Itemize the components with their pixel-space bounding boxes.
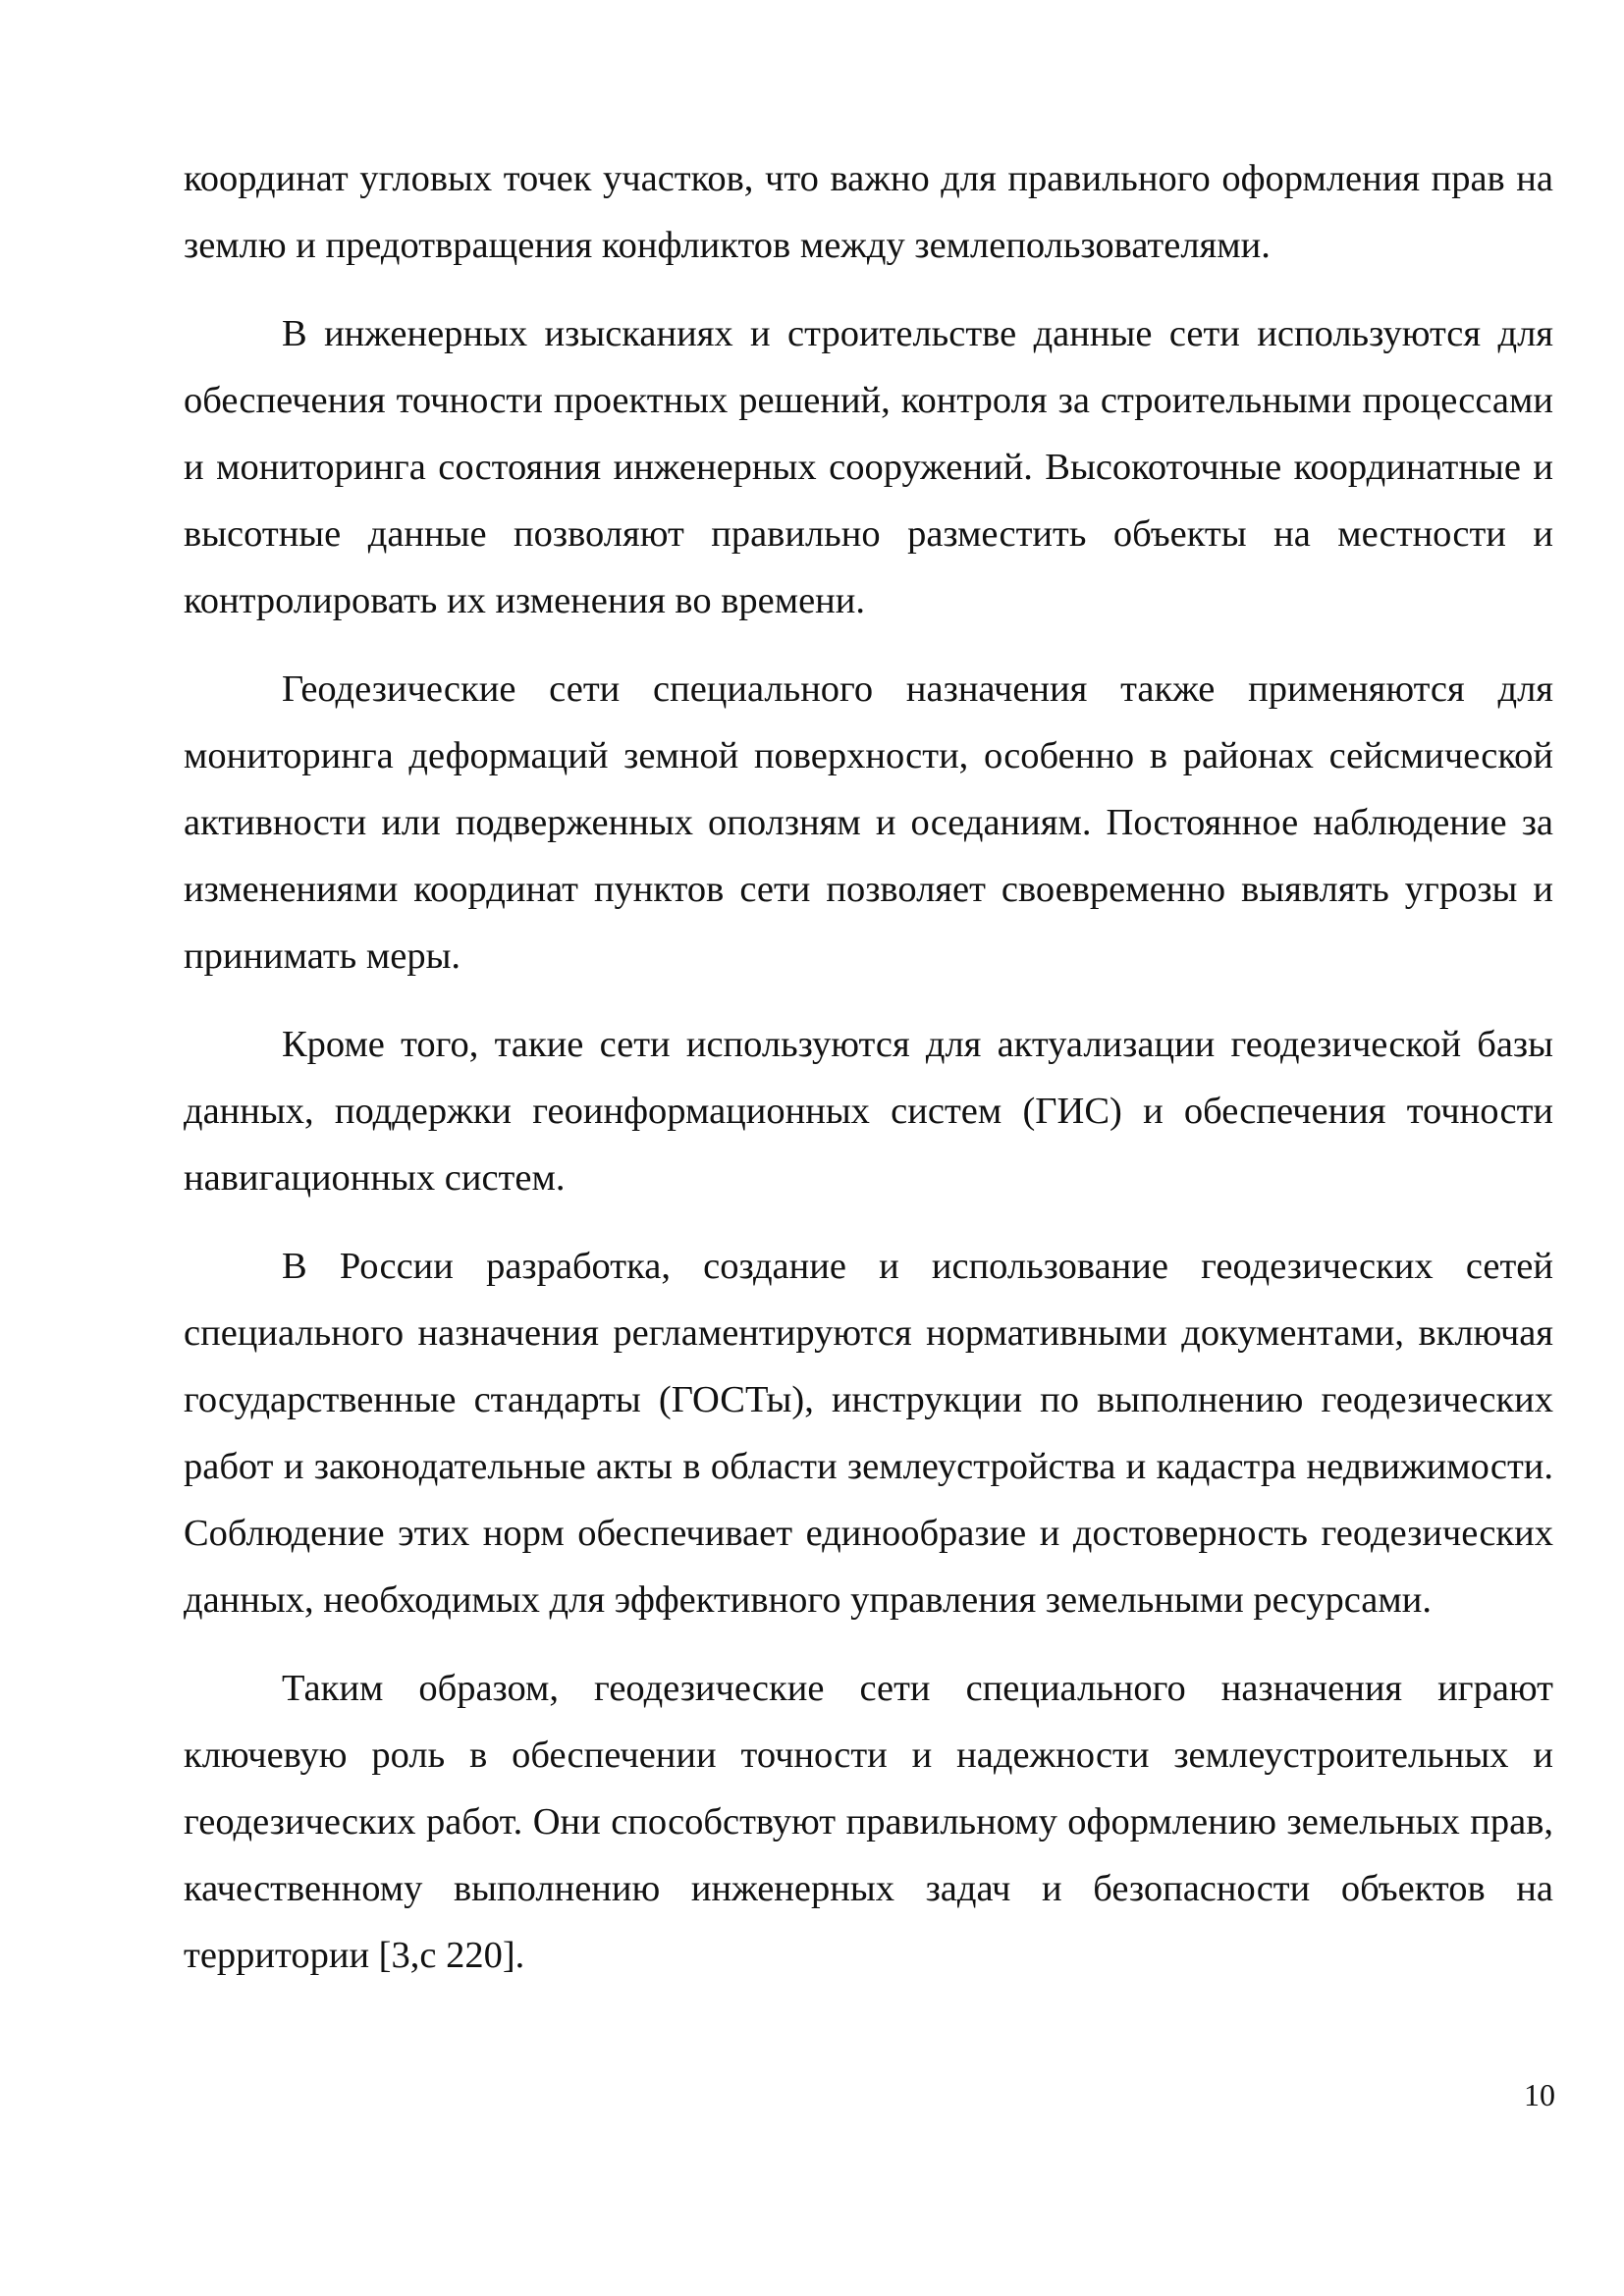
page-number: 10: [1524, 2077, 1555, 2112]
paragraph-deformation-monitoring: Геодезические сети специального назначения также применяются для мониторинга деформаций земной поверхности, особенно в районах сейсмической активности или подверженных оползням и оседаниям. Постоянное наблюдение за изменениями координат пунктов сети позволяет своевременно выявлять угрозы и принимать меры.: [184, 668, 1553, 977]
paragraph-gis-navigation: Кроме того, такие сети используются для актуализации геодезической базы данных, поддержки геоинформационных систем (ГИС) и обеспечения точности навигационных систем.: [184, 1024, 1553, 1199]
document-body: [184, 145, 1553, 2010]
paragraph-engineering-surveys: В инженерных изысканиях и строительстве данные сети используются для обеспечения точности проектных решений, контроля за строительными процессами и мониторинга состояния инженерных сооружений. Высокоточные координатные и высотные данные позволяют правильно разместить объекты на местности и контролировать их изменения во времени.: [184, 313, 1553, 621]
paragraph-conclusion: Таким образом, геодезические сети специального назначения играют ключевую роль в обеспечении точности и надежности землеустроительных и геодезических работ. Они способствуют правильному оформлению земельных прав, качественному выполнению инженерных задач и безопасности объектов на территории [3,с 220].: [184, 1668, 1553, 1976]
paragraph-russian-regulation: В России разработка, создание и использование геодезических сетей специального назначения регламентируются нормативными документами, включая государственные стандарты (ГОСТы), инструкции по выполнению геодезических работ и законодательные акты в области землеустройства и кадастра недвижимости. Соблюдение этих норм обеспечивает единообразие и достоверность геодезических данных, необходимых для эффективного управления земельными ресурсами.: [184, 1246, 1553, 1621]
paragraph-continuation: координат угловых точек участков, что важно для правильного оформления прав на землю и предотвращения конфликтов между землепользователями.: [184, 158, 1553, 266]
